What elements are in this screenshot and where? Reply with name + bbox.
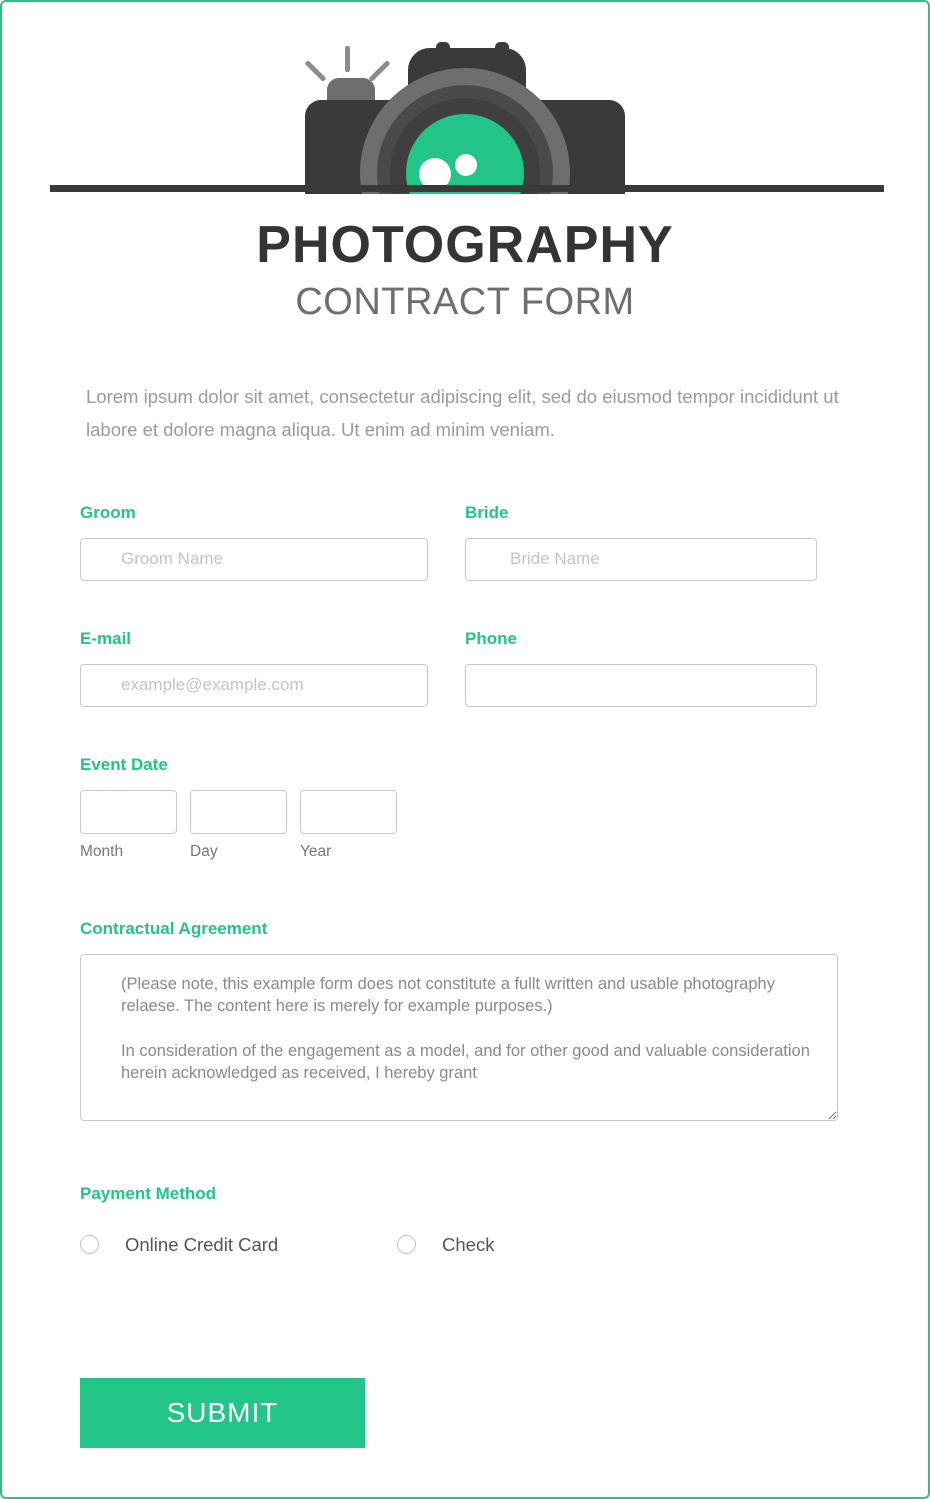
form-description: Lorem ipsum dolor sit amet, consectetur adipiscing elit, sed do eiusmod tempor incididunt ut labore et dolore magna aliqua. Ut enim ad minim veniam. [86,386,839,441]
camera-icon [305,36,625,194]
phone-label: Phone [465,628,517,648]
payment-method-label: Payment Method [80,1183,217,1203]
agreement-label: Contractual Agreement [80,918,268,938]
email-label: E-mail [80,628,132,648]
payment-option-check[interactable] [397,1234,714,1256]
groom-label: Groom [80,502,136,522]
agreement-textarea[interactable] [80,954,838,1121]
agreement-group [80,919,850,1126]
event-date-inputs [80,790,850,861]
event-date-month-cell [80,790,177,861]
event-date-year-sublabel: Year [300,842,332,860]
radio-unchecked-icon[interactable] [397,1235,416,1254]
event-date-month-sublabel: Month [80,842,124,860]
payment-option-label: Online Credit Card [125,1233,279,1255]
form-content [2,381,928,1448]
email-field-group [80,629,465,707]
event-date-day-sublabel: Day [190,842,218,860]
submit-button[interactable]: SUBMIT [80,1378,365,1448]
page-title: PHOTOGRAPHY [256,216,674,274]
payment-method-options [80,1234,850,1256]
page-header [2,218,928,326]
payment-method-group [80,1184,850,1256]
event-date-year-input[interactable] [300,790,397,834]
event-date-group [80,755,850,861]
radio-unchecked-icon[interactable] [80,1235,99,1254]
event-date-day-input[interactable] [190,790,287,834]
groom-input[interactable] [80,538,428,581]
flash-ray-right-icon [369,60,391,82]
email-input[interactable] [80,664,428,707]
flash-ray-center-icon [345,46,350,72]
groom-field-group [80,503,465,581]
header-divider [50,185,884,192]
event-date-year-cell [300,790,397,861]
phone-input[interactable] [465,664,817,707]
name-row [80,503,850,581]
page-subtitle: CONTRACT FORM [295,280,635,323]
lens-glint-small-icon [455,154,477,176]
event-date-month-input[interactable] [80,790,177,834]
payment-option-label: Check [442,1233,495,1255]
phone-field-group [465,629,850,707]
flash-ray-left-icon [305,60,327,82]
event-date-label: Event Date [80,754,168,774]
bride-input[interactable] [465,538,817,581]
event-date-day-cell [190,790,287,861]
payment-option-online-credit-card[interactable] [80,1234,397,1256]
contact-row [80,629,850,707]
agreement-wrapper [80,954,838,1126]
hero-illustration [2,2,928,194]
bride-field-group [465,503,850,581]
bride-label: Bride [465,502,509,522]
